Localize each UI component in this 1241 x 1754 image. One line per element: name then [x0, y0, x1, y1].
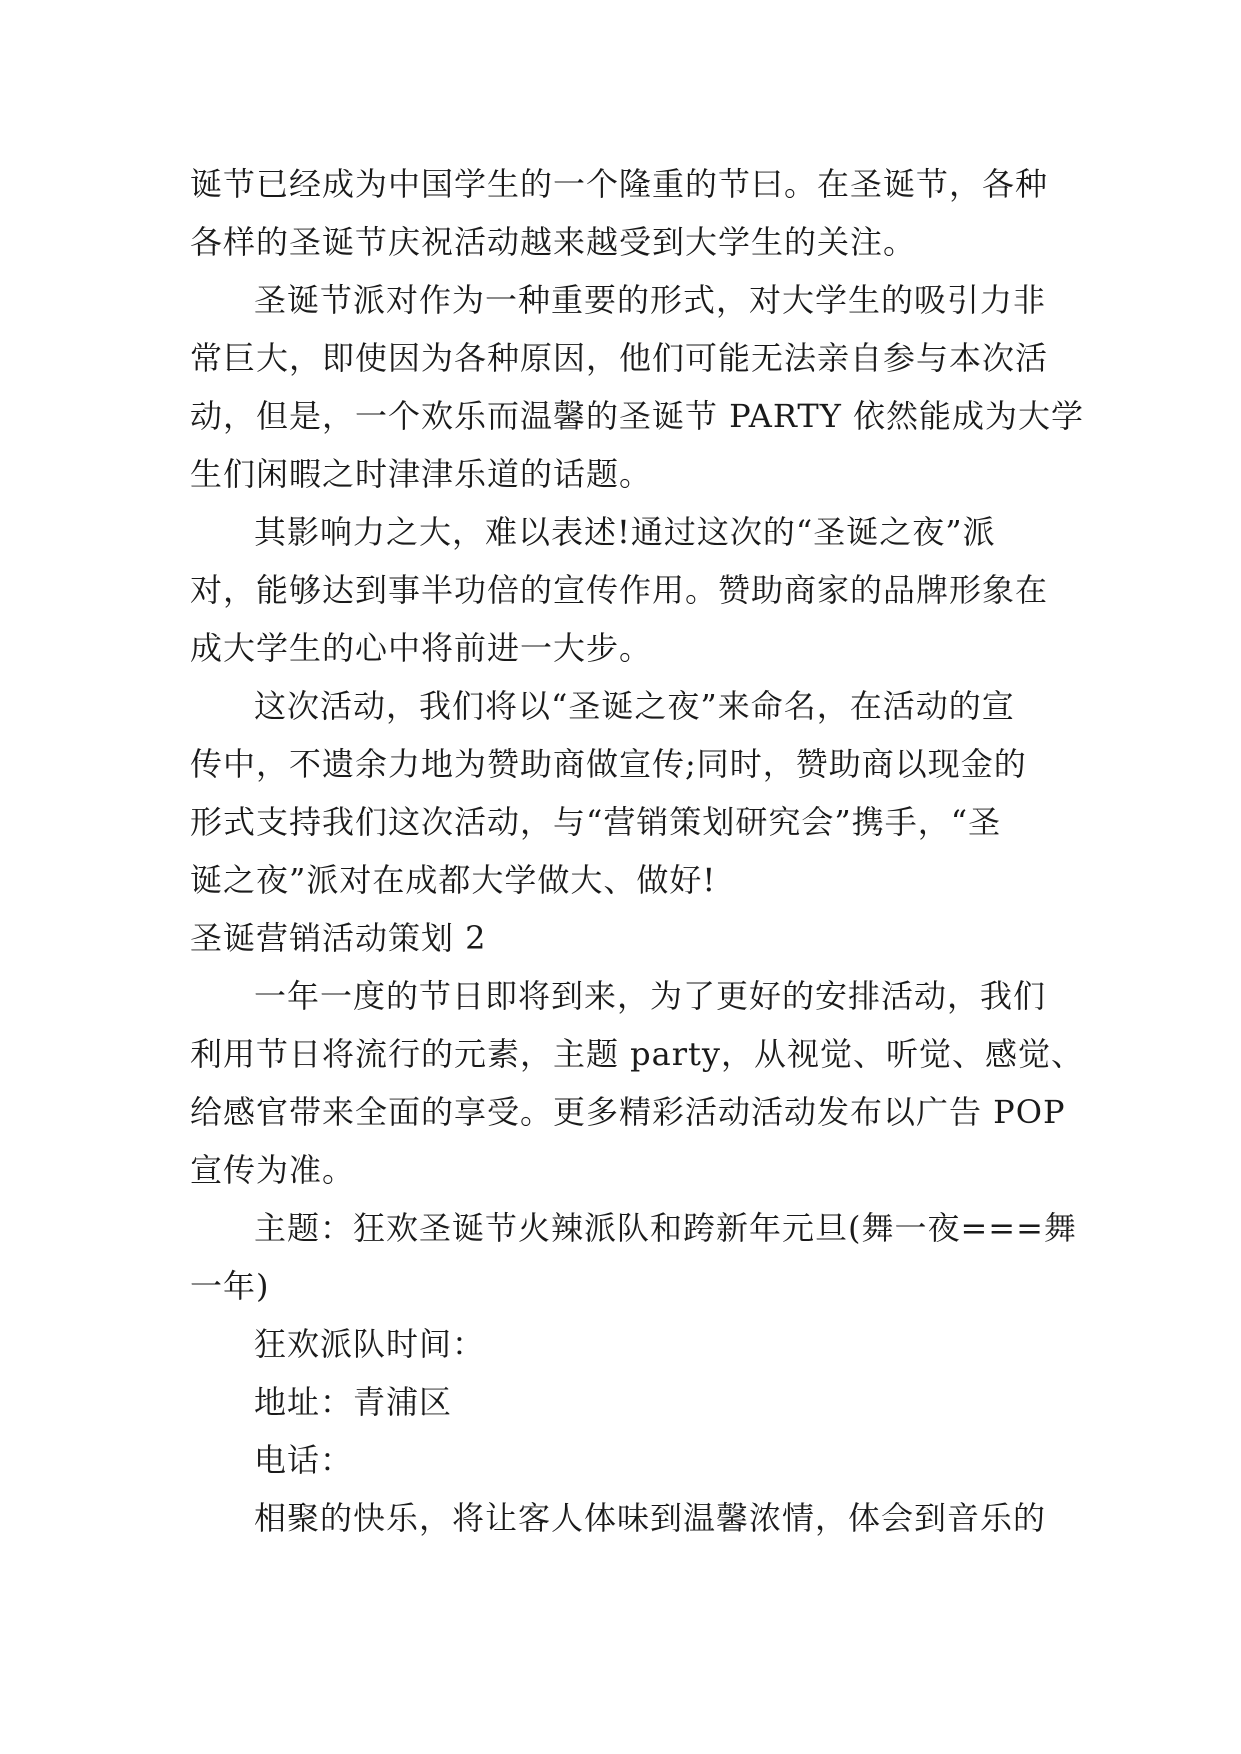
paragraph-start-line: 其影响力之大，难以表述!通过这次的“圣诞之夜”派 — [254, 513, 996, 551]
text-line: 对，能够达到事半功倍的宣传作用。赞助商家的品牌形象在 — [190, 571, 1049, 609]
paragraph-start-line: 这次活动，我们将以“圣诞之夜”来命名，在活动的宣 — [254, 687, 1015, 725]
paragraph-start-line: 相聚的快乐，将让客人体味到温馨浓情，体会到音乐的 — [254, 1499, 1047, 1537]
text-line: 诞节已经成为中国学生的一个隆重的节曰。在圣诞节，各种 — [190, 165, 1049, 203]
theme-line: 主题：狂欢圣诞节火辣派队和跨新年元旦(舞一夜===舞 — [254, 1209, 1077, 1247]
section-heading: 圣诞营销活动策划 2 — [190, 919, 487, 957]
document-body — [190, 155, 1085, 1547]
text-line: 给感官带来全面的享受。更多精彩活动活动发布以广告 POP — [190, 1093, 1066, 1131]
time-field: 狂欢派队时间： — [254, 1325, 486, 1363]
text-line: 生们闲暇之时津津乐道的话题。 — [190, 455, 653, 493]
paragraph-start-line: 圣诞节派对作为一种重要的形式，对大学生的吸引力非 — [254, 281, 1047, 319]
text-line: 形式支持我们这次活动，与“营销策划研究会”携手，“圣 — [190, 803, 1002, 841]
phone-field: 电话： — [254, 1441, 354, 1479]
text-line: 常巨大，即使因为各种原因，他们可能无法亲自参与本次活 — [190, 339, 1049, 377]
address-field: 地址：青浦区 — [254, 1383, 453, 1421]
text-line: 诞之夜”派对在成都大学做大、做好! — [190, 861, 717, 899]
text-line: 宣传为准。 — [190, 1151, 356, 1189]
text-line: 成大学生的心中将前进一大步。 — [190, 629, 653, 667]
text-line: 各样的圣诞节庆祝活动越来越受到大学生的关注。 — [190, 223, 917, 261]
text-line: 一年) — [190, 1267, 270, 1305]
paragraph-start-line: 一年一度的节日即将到来，为了更好的安排活动，我们 — [254, 977, 1047, 1015]
text-line: 动，但是，一个欢乐而温馨的圣诞节 PARTY 依然能成为大学 — [190, 397, 1085, 435]
text-line: 利用节日将流行的元素，主题 party，从视觉、听觉、感觉、 — [190, 1035, 1084, 1073]
text-line: 传中，不遗余力地为赞助商做宣传;同时，赞助商以现金的 — [190, 745, 1027, 783]
